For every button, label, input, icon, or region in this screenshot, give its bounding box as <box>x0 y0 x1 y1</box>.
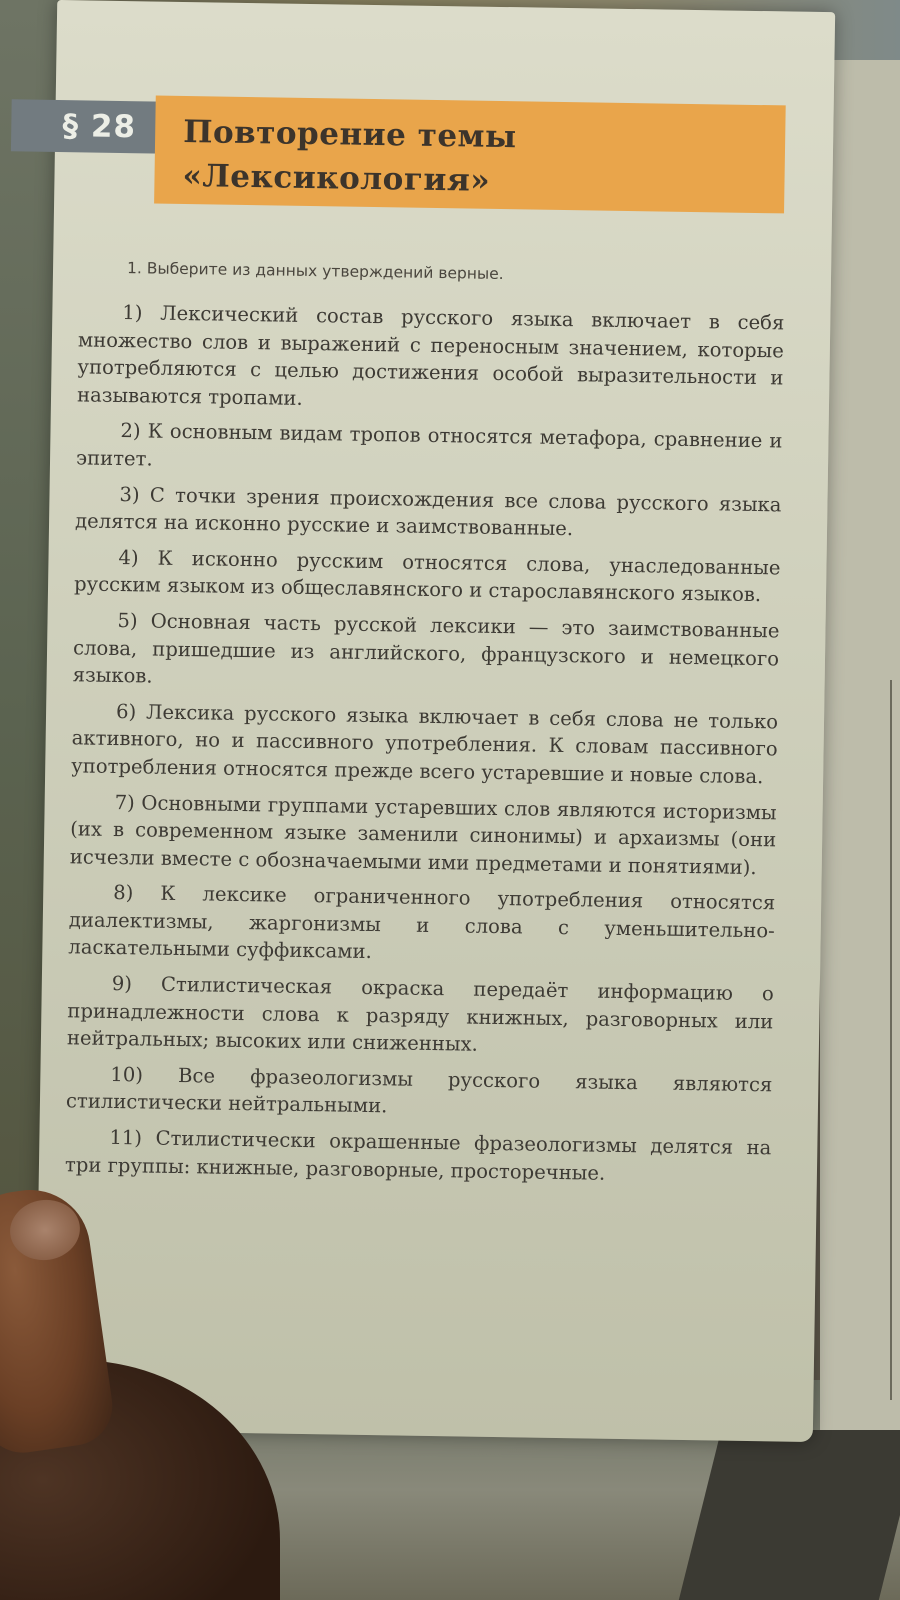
adjacent-page <box>820 60 900 1440</box>
statement-5: 5) Основная часть русской лексики — это заимствованные слова, пришедшие из английского, французского и немецкого языков. <box>72 608 780 688</box>
statement-8: 8) К лексике ограниченного употребления относятся диалектизмы, жаргонизмы и слова с уменьшительно-ласкательными суффиксами. <box>68 881 776 964</box>
statement-2: 2) К основным видам тропов относятся метафора, сравнение и эпитет. <box>75 419 783 471</box>
statement-9: 9) Стилистическая окраска передаёт информацию о принадлежности слова к разряду книжных, разговорных или нейтральных; высоких или сниженных. <box>66 972 774 1056</box>
adjacent-page-rule <box>890 680 892 1400</box>
task-heading: 1. Выберите из данных утверждений верные. <box>126 259 504 284</box>
statement-7: 7) Основными группами устаревших слов являются историзмы (их в современном языке заменили синонимы) и архаизмы (они исчезли вместе с обозначаемыми ими предметами и понятиями). <box>69 790 777 879</box>
statement-3: 3) С точки зрения происхождения все слова русского языка делятся на исконно русские и заимствованные. <box>74 482 782 541</box>
section-title-box <box>154 96 786 214</box>
statement-4: 4) К исконно русским относятся слова, унаследованные русским языком из общеславянского и старославянского языков. <box>73 545 781 607</box>
textbook-page <box>35 0 835 1442</box>
section-number-tab: § 28 <box>11 99 188 154</box>
statement-6: 6) Лексика русского языка включает в себя слова не только активного, но и пассивного употребления. К словам пассивного употребления относятся прежде всего устаревшие и новые слова. <box>71 699 779 789</box>
statement-10: 10) Все фразеологизмы русского языка являются стилистически нейтральными. <box>65 1062 773 1118</box>
section-title: Повторение темы «Лексикология» <box>182 113 517 199</box>
statement-list <box>65 298 785 1197</box>
statement-1: 1) Лексический состав русского языка включает в себя множество слов и выражений с переносным значением, которые употребляются с целью достижения особой выразительности и называются тропами. <box>76 301 785 410</box>
statement-11: 11) Стилистически окрашенные фразеологизмы делятся на три группы: книжные, разговорные, просторечные. <box>64 1125 772 1185</box>
